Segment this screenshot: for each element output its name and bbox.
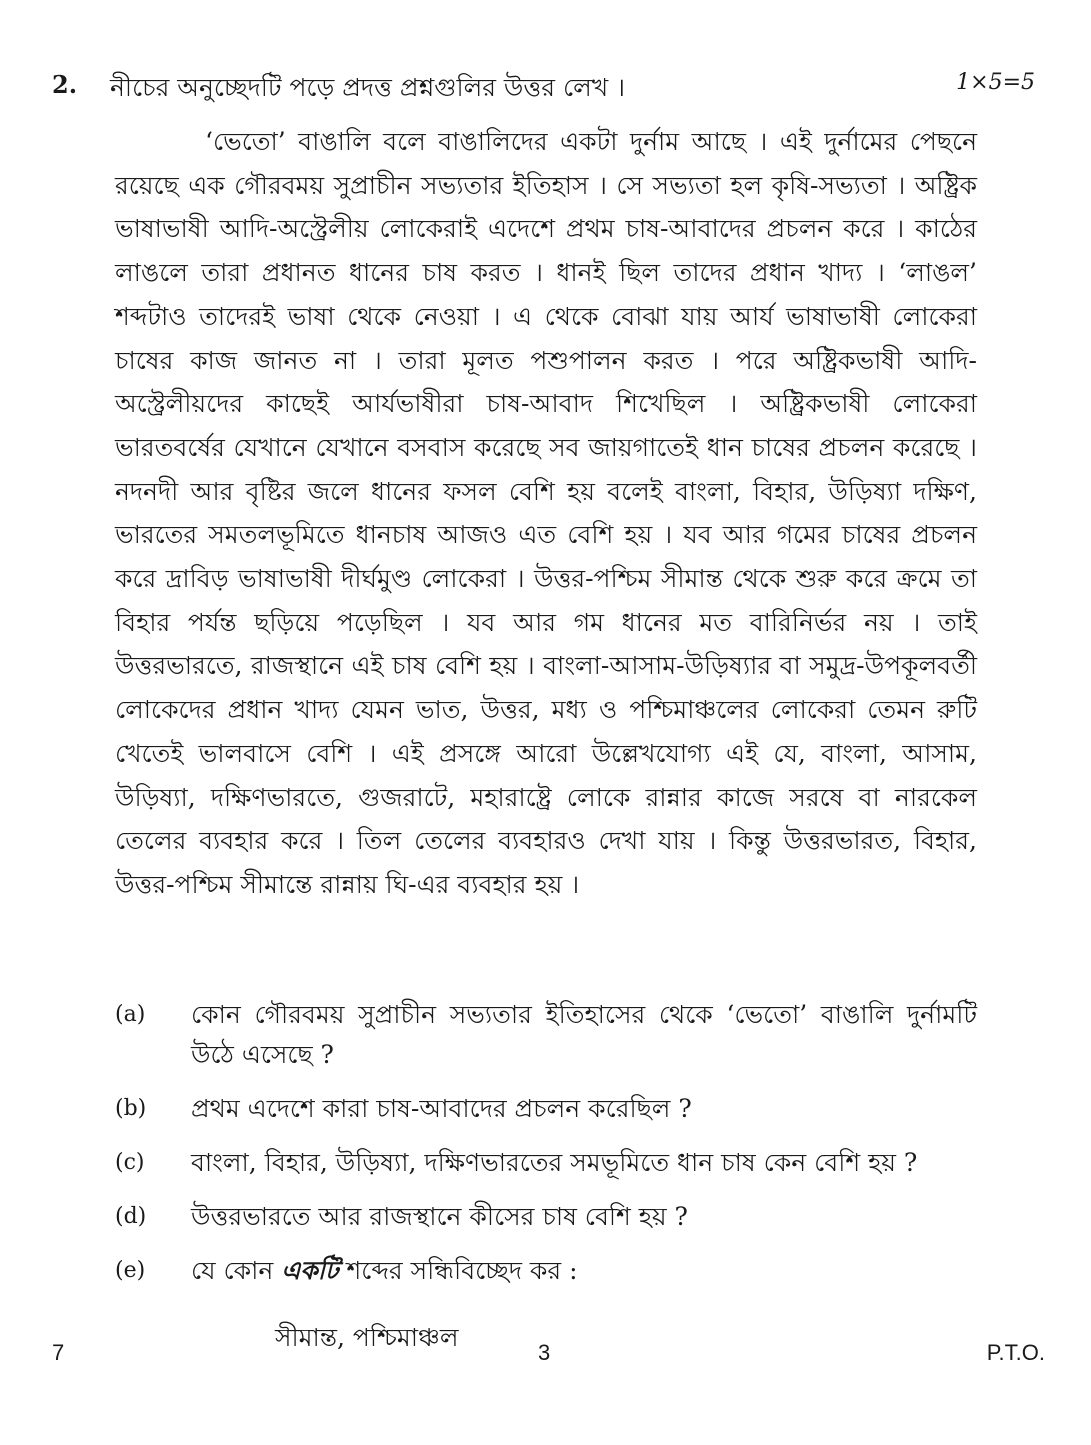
subquestion-list [115,995,977,1305]
question-number: 2. [52,70,78,99]
subquestion-label: (a) [115,1002,146,1027]
subquestion-text: কোন গৌরবময় সুপ্রাচীন সভ্যতার ইতিহাসের থেকে ‘ভেতো’ বাঙালি দুর্নামটি উঠে এসেছে ? [191,1000,977,1069]
footer-code: 7 [52,1340,65,1365]
subquestion-e [115,1251,977,1291]
subquestion-label: (b) [115,1096,147,1121]
subquestion-label: (c) [115,1150,145,1175]
footer-pto: P.T.O. [986,1340,1045,1365]
sandhi-words: সীমান্ত, পশ্চিমাঞ্চল [275,1323,459,1352]
question-instruction: নীচের অনুচ্ছেদটি পড়ে প্রদত্ত প্রশ্নগুলির উত্তর লেখ । [110,73,626,102]
subquestion-label: (d) [115,1204,147,1229]
question-marks: 1×5=5 [956,70,1035,95]
subquestion-d [115,1197,977,1237]
passage-text: ‘ভেতো’ বাঙালি বলে বাঙালিদের একটা দুর্নাম আছে । এই দুর্নামের পেছনে রয়েছে এক গৌরবময় সুপ্রাচীন সভ্যতার ইতিহাস । সে সভ্যতা হল কৃষি-সভ্যতা । অষ্ট্রিক ভাষাভাষী আদি-অস্ট্রেলীয় লোকেরাই এদেশে প্রথম চাষ-আবাদের প্রচলন করে । কাঠের লাঙলে তারা প্রধানত ধানের চাষ করত । ধানই ছিল তাদের প্রধান খাদ্য । ‘লাঙল’ শব্দটাও তাদেরই ভাষা থেকে নেওয়া । এ থেকে বোঝা যায় আর্য ভাষাভাষী লোকেরা চাষের কাজ জানত না । তারা মূলত পশুপালন করত । পরে অষ্ট্রিকভাষী আদি-অস্ট্রেলীয়দের কাছেই আর্যভাষীরা চাষ-আবাদ শিখেছিল । অষ্ট্রিকভাষী লোকেরা ভারতবর্ষের যেখানে যেখানে বসবাস করেছে সব জায়গাতেই ধান চাষের প্রচলন করেছে । নদনদী আর বৃষ্টির জলে ধানের ফসল বেশি হয় বলেই বাংলা, বিহার, উড়িষ্যা দক্ষিণ, ভারতের সমতলভূমিতে ধানচাষ আজও এত বেশি হয় । যব আর গমের চাষের প্রচলন করে দ্রাবিড় ভাষাভাষী দীর্ঘমুণ্ড লোকেরা । উত্তর-পশ্চিম সীমান্ত থেকে শুরু করে ক্রমে তা বিহার পর্যন্ত ছড়িয়ে পড়েছিল । যব আর গম ধানের মত বারিনির্ভর নয় । তাই উত্তরভারতে, রাজস্থানে এই চাষ বেশি হয় । বাংলা-আসাম-উড়িষ্যার বা সমুদ্র-উপকূলবর্তী লোকেদের প্রধান খাদ্য যেমন ভাত, উত্তর, মধ্য ও পশ্চিমাঞ্চলের লোকেরা তেমন রুটি খেতেই ভালবাসে বেশি । এই প্রসঙ্গে আরো উল্লেখযোগ্য এই যে, বাংলা, আসাম, উড়িষ্যা, দক্ষিণভারতে, গুজরাটে, মহারাষ্ট্রে লোকে রান্নার কাজে সরষে বা নারকেল তেলের ব্যবহার করে । তিল তেলের ব্যবহারও দেখা যায় । কিন্তু উত্তরভারত, বিহার, উত্তর-পশ্চিম সীমান্তে রান্নায় ঘি-এর ব্যবহার হয় । [115,127,977,899]
subquestion-b [115,1089,977,1129]
subquestion-c [115,1143,977,1183]
subquestion-e-before: যে কোন [191,1256,282,1285]
subquestion-e-emphasis: একটি [281,1256,339,1285]
subquestion-text: উত্তরভারতে আর রাজস্থানে কীসের চাষ বেশি হয় ? [191,1202,688,1231]
subquestion-text [191,1251,977,1291]
subquestion-text: প্রথম এদেশে কারা চাষ-আবাদের প্রচলন করেছিল ? [191,1094,692,1123]
subquestion-a [115,995,977,1075]
footer-page-number: 3 [538,1340,551,1365]
subquestion-e-after: শব্দের সন্ধিবিচ্ছেদ কর : [338,1256,578,1285]
subquestion-text: বাংলা, বিহার, উড়িষ্যা, দক্ষিণভারতের সমভূমিতে ধান চাষ কেন বেশি হয় ? [191,1148,918,1177]
subquestion-label: (e) [115,1258,146,1283]
